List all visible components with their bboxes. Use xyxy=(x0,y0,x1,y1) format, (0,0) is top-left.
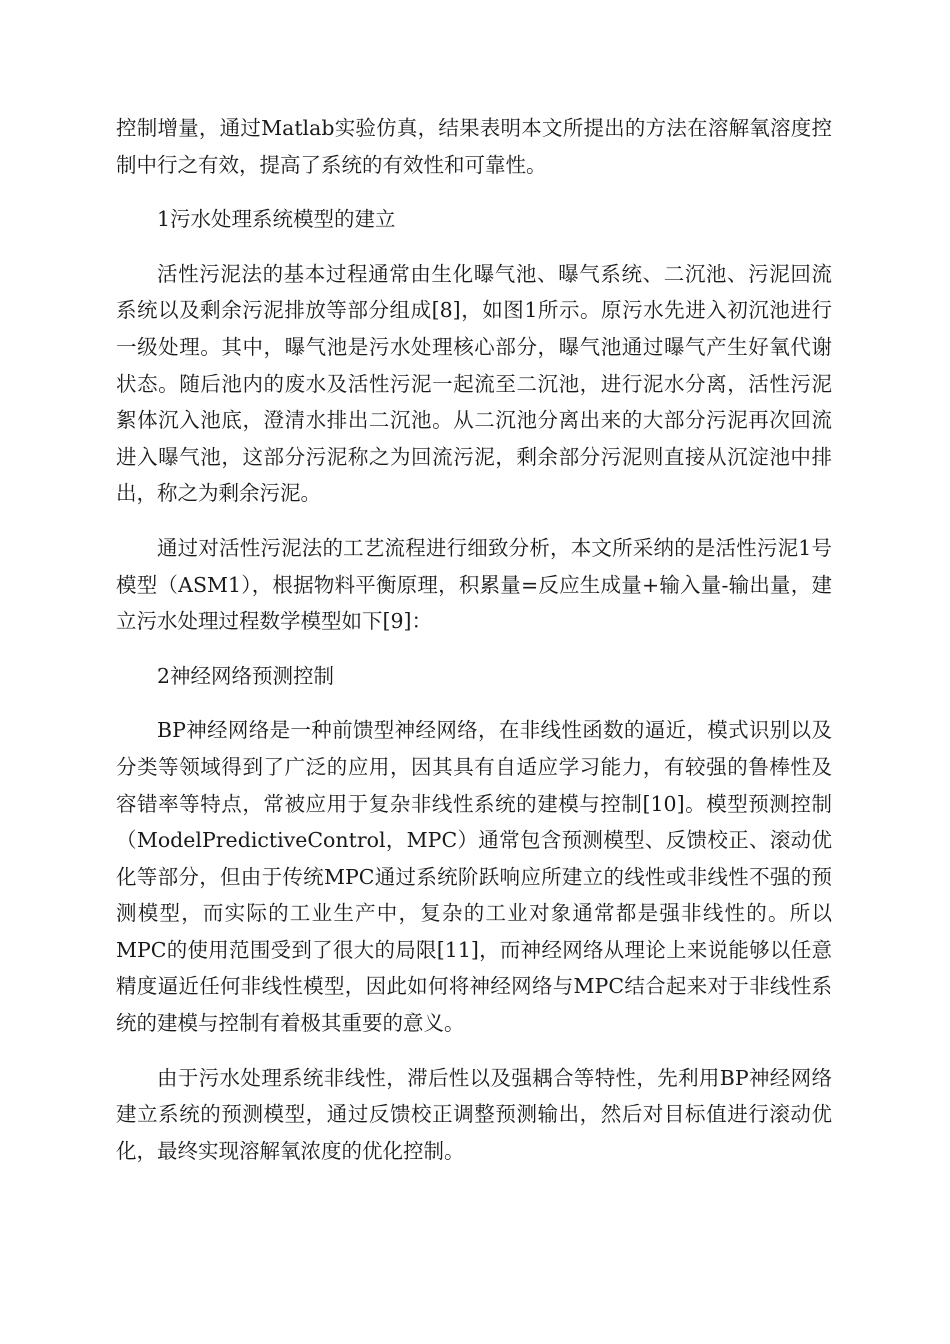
section-heading-1: 1污水处理系统模型的建立 xyxy=(157,207,396,232)
paragraph-asm1-model: 通过对活性污泥法的工艺流程进行细致分析，本文所采纳的是活性污泥1号模型（ASM1），根据物料平衡原理，积累量=反应生成量+输入量-输出量，建立污水处理过程数学模型如下[9]： xyxy=(116,535,832,634)
paragraph-dissolved-oxygen-control: 由于污水处理系统非线性，滞后性以及强耦合等特性，先利用BP神经网络建立系统的预测模型，通过反馈校正调整预测输出，然后对目标值进行滚动优化，最终实现溶解氧浓度的优化控制。 xyxy=(116,1065,832,1163)
document-body xyxy=(116,110,832,1187)
paragraph-bp-network: BP神经网络是一种前馈型神经网络，在非线性函数的逼近，模式识别以及分类等领域得到了广泛的应用，因其具有自适应学习能力，有较强的鲁棒性及容错率等特点，常被应用于复杂非线性系统的建模与控制[10]。模型预测控制（ModelPredictiveControl，MPC）通常包含预测模型、反馈校正、滚动优化等部分，但由于传统MPC通过系统阶跃响应所建立的线性或非线性不强的预测模型，而实际的工业生产中，复杂的工业对象通常都是强非线性的。所以MPC的使用范围受到了很大的局限[11]，而神经网络从理论上来说能够以任意精度逼近任何非线性模型，因此如何将神经网络与MPC结合起来对于非线性系统的建模与控制有着极其重要的意义。 xyxy=(116,718,832,1036)
paragraph-activated-sludge: 活性污泥法的基本过程通常由生化曝气池、曝气系统、二沉池、污泥回流系统以及剩余污泥排放等部分组成[8]，如图1所示。原污水先进入初沉池进行一级处理。其中，曝气池是污水处理核心部分，曝气池通过曝气产生好氧代谢状态。随后池内的废水及活性污泥一起流至二沉池，进行泥水分离，活性污泥絮体沉入池底，澄清水排出二沉池。从二沉池分离出来的大部分污泥再次回流进入曝气池，这部分污泥称之为回流污泥，剩余部分污泥则直接从沉淀池中排出，称之为剩余污泥。 xyxy=(116,261,832,506)
paragraph-continued: 控制增量，通过Matlab实验仿真，结果表明本文所提出的方法在溶解氧溶度控制中行之有效，提高了系统的有效性和可靠性。 xyxy=(116,116,832,177)
section-heading-2: 2神经网络预测控制 xyxy=(157,663,335,688)
